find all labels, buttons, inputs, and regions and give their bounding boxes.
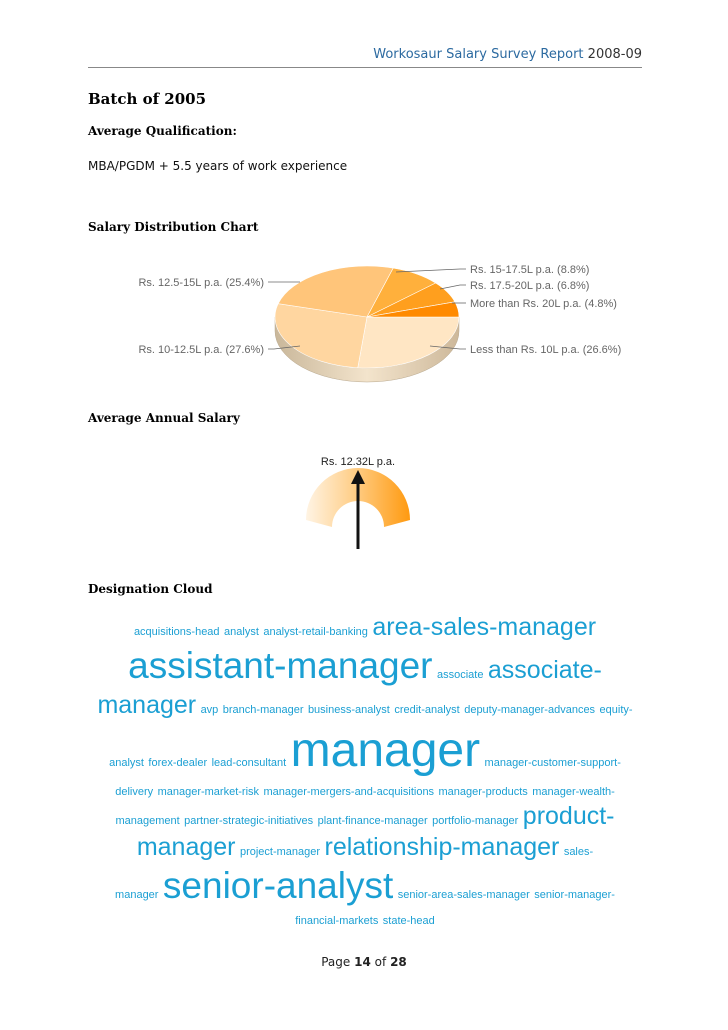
cloud-word: senior-area-sales-manager [397,889,530,902]
cloud-word: sales- [563,846,594,858]
pie-label-gt20: More than Rs. 20L p.a. (4.8%) [470,298,617,310]
pie-leader-line [440,285,466,289]
salary-gauge [0,445,728,560]
cloud-word: manager [136,833,236,861]
cloud-word: deputy-manager-advances [464,703,596,716]
avg-qualification-heading: Average Qualification: [88,124,237,138]
pie-slices [275,266,459,368]
pie-label-15-17_5: Rs. 15-17.5L p.a. (8.8%) [470,264,590,276]
cloud-word: acquisitions-head [133,626,220,638]
avg-qualification-text: MBA/PGDM + 5.5 years of work experience [88,159,348,173]
cloud-word: analyst [224,626,259,638]
page-footer [0,955,728,969]
cloud-word: manager-wealth- [532,785,615,798]
cloud-word: manager-customer-support- [484,756,621,769]
cloud-word: financial-markets [295,914,379,927]
cloud-word: manager [115,889,159,902]
avg-salary-heading: Average Annual Salary [88,411,240,425]
cloud-word: partner-strategic-initiatives [184,814,314,827]
cloud-word: plant-finance-manager [317,814,428,827]
cloud-word: assistant-manager [128,645,433,687]
batch-title: Batch of 2005 [88,90,207,108]
cloud-word: portfolio-manager [432,814,519,827]
cloud-word: management [115,814,180,827]
cloud-word: equity- [599,703,633,716]
pie-label-12_5-15: Rs. 12.5-15L p.a. (25.4%) [138,277,264,289]
footer-page-of: of [374,955,387,969]
pie-label-17_5-20: Rs. 17.5-20L p.a. (6.8%) [470,280,590,292]
cloud-word: manager-products [438,785,528,798]
cloud-word: credit-analyst [394,703,460,716]
pie-label-10-12_5: Rs. 10-12.5L p.a. (27.6%) [138,344,264,356]
cloud-word: project-manager [239,846,321,858]
footer-page-prefix: Page [321,955,351,969]
pie-label-lt10: Less than Rs. 10L p.a. (26.6%) [470,344,622,356]
cloud-word: associate [436,669,484,682]
cloud-word: branch-manager [222,703,304,716]
cloud-word: lead-consultant [211,756,287,769]
salary-pie-chart [0,245,728,395]
cloud-word: state-head [382,914,435,927]
cloud-word: manager-market-risk [157,785,260,798]
report-year: 2008-09 [587,47,642,62]
cloud-word: senior-analyst [162,865,394,907]
report-title: Workosaur Salary Survey Report [373,47,584,62]
cloud-word: manager [290,723,481,777]
cloud-word: forex-dealer [148,756,208,769]
salary-distribution-heading: Salary Distribution Chart [88,220,259,234]
cloud-word: senior-manager- [534,889,615,902]
cloud-word: product- [522,801,615,830]
cloud-word: manager-mergers-and-acquisitions [263,785,435,798]
cloud-word: analyst-retail-banking [263,626,368,638]
page-header [88,47,642,62]
pie-leader-line [396,269,466,272]
designation-cloud-heading: Designation Cloud [88,582,213,596]
gauge-value-label: Rs. 12.32L p.a. [320,456,396,468]
cloud-word: associate- [487,656,602,685]
cloud-word: delivery [115,785,154,798]
cloud-word: area-sales-manager [372,613,597,641]
cloud-word: avp [200,703,219,716]
pie-slice-lt10 [358,317,459,368]
header-divider [88,67,642,68]
cloud-word: business-analyst [307,703,390,716]
cloud-word: analyst [109,756,144,769]
footer-page-number: 14 [354,955,371,969]
footer-page-total: 28 [390,955,407,969]
cloud-word: manager [97,690,197,719]
cloud-word: relationship-manager [324,833,560,861]
designation-cloud [88,612,642,930]
